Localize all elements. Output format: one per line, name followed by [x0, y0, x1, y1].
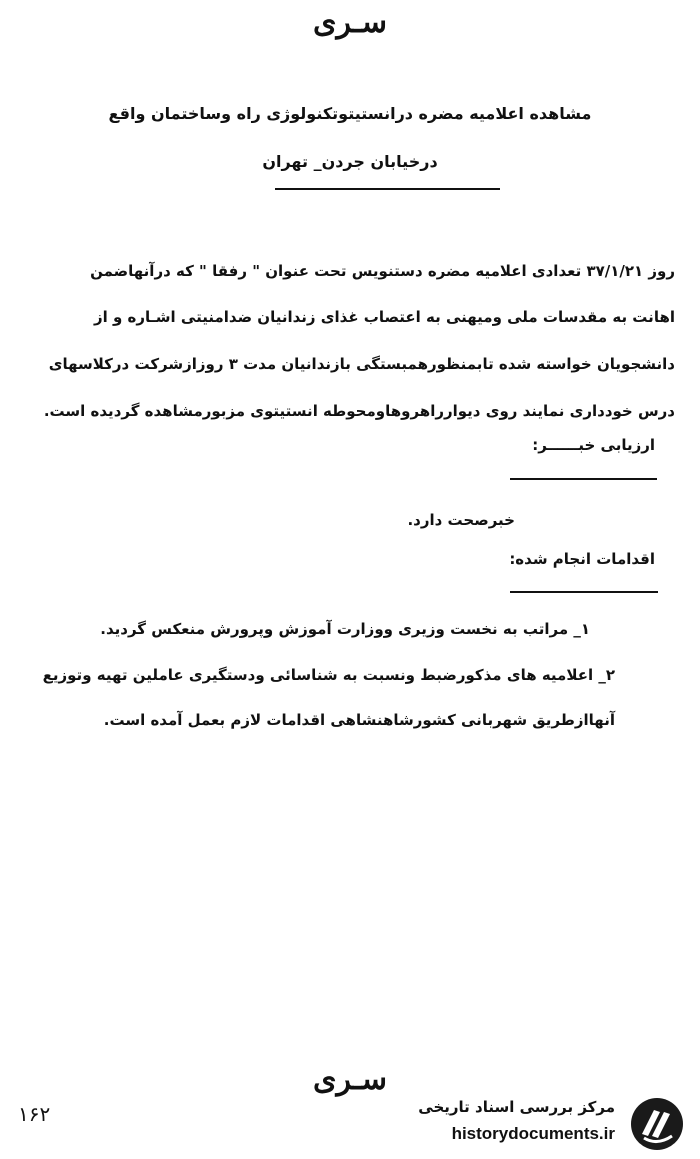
page-number: ۱۶۲ — [18, 1102, 51, 1126]
watermark — [405, 1094, 690, 1154]
classification-bottom: سـری — [313, 1062, 387, 1097]
assessment-heading: ارزیابی خبــــــر: — [532, 436, 655, 454]
actions-heading: اقدامات انجام شده: — [509, 550, 655, 568]
action-item-2: ۲_ اعلامیه های مذکورضبط ونسبت به شناسائی ودستگیری عاملین تهیه وتوزیع — [42, 666, 615, 684]
body-line-1: روز ۳۷/۱/۲۱ تعدادی اعلامیه مضره دستنویس تحت عنوان " رفقا " که درآنهاضمن — [90, 262, 675, 280]
action-item-1: ۱_ مراتب به نخست وزیری ووزارت آموزش وپرورش منعکس گردید. — [100, 620, 590, 638]
document-logo-icon — [626, 1096, 688, 1152]
watermark-url: historydocuments.ir — [451, 1124, 615, 1143]
title-line-1: مشاهده اعلامیه مضره درانستیتوتکنولوژی راه وساختمان واقع — [108, 104, 592, 123]
title-underline — [275, 188, 500, 190]
assessment-text: خبرصحت دارد. — [407, 511, 515, 529]
watermark-name: مرکز بررسی اسناد تاریخی — [418, 1098, 615, 1116]
body-line-2: اهانت به مقدسات ملی ومیهنی به اعتصاب غذای زندانیان ضدامنیتی اشـاره و از — [94, 308, 675, 326]
assessment-underline — [510, 478, 657, 480]
body-line-4: درس خودداری نمایند روی دیوارراهروهاومحوطه انستیتوی مزبورمشاهده گردیده است. — [43, 402, 675, 420]
actions-underline — [510, 591, 658, 593]
classification-top: سـری — [313, 5, 387, 40]
body-line-3: دانشجویان خواسته شده تابمنظورهمبستگی بازندانیان مدت ۳ روزازشرکت درکلاسهای — [48, 355, 675, 373]
title-line-2: درخیابان جردن_ تهران — [262, 152, 438, 171]
action-item-3: آنهاازطریق شهربانی کشورشاهنشاهی اقدامات لازم بعمل آمده است. — [103, 711, 615, 729]
